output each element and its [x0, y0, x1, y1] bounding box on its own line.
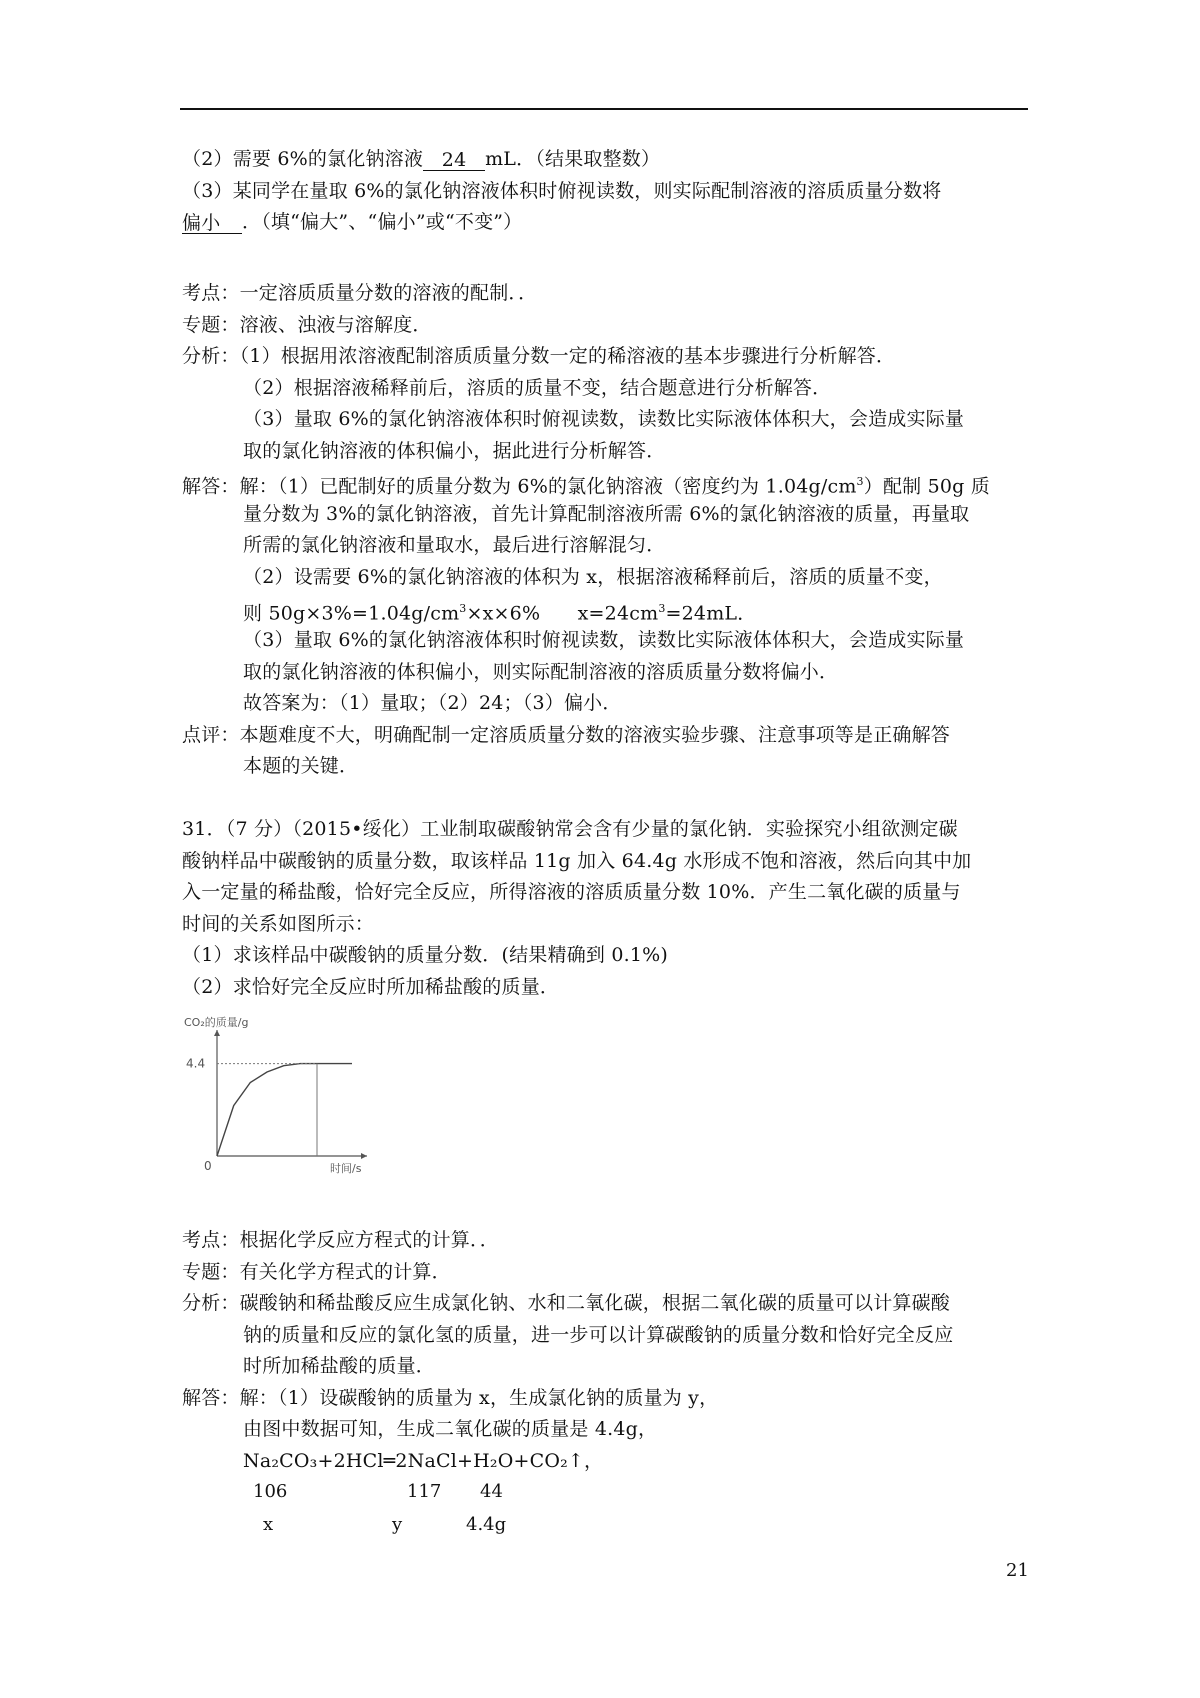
y-axis-label: CO₂的质量/g	[184, 1016, 249, 1029]
origin-label: 0	[204, 1159, 212, 1173]
q30-part2: （2）需要 6%的氯化钠溶液 24 mL．（结果取整数）	[182, 148, 661, 171]
q30-jieda-line7: 取的氯化钠溶液的体积偏小，则实际配制溶液的溶质质量分数将偏小．	[243, 661, 839, 683]
ratio-x: x	[263, 1514, 274, 1535]
q30-kaodian: 考点：一定溶质质量分数的溶液的配制．．	[182, 282, 538, 304]
y-tick-label: 4.4	[186, 1056, 206, 1071]
q31-zhuanti: 专题：有关化学方程式的计算．	[182, 1261, 451, 1283]
co2-mass-chart	[182, 1010, 402, 1185]
q31-stem-line4: 时间的关系如图所示：	[182, 913, 375, 935]
q30-jieda-line2: 量分数为 3%的氯化钠溶液，首先计算配制溶液所需 6%的氯化钠溶液的质量，再量取	[243, 503, 970, 525]
q30-dianping-line1: 点评：本题难度不大，明确配制一定溶质质量分数的溶液实验步骤、注意事项等是正确解答	[182, 724, 951, 746]
header-rule	[180, 108, 1028, 110]
y-axis-arrow	[214, 1030, 220, 1036]
q30-jieda-line3: 所需的氯化钠溶液和量取水，最后进行溶解混匀．	[243, 534, 666, 556]
q31-jieda-line2: 由图中数据可知，生成二氧化碳的质量是 4.4g，	[243, 1418, 658, 1440]
ratio-co2: 44	[480, 1481, 503, 1502]
q31-question2: （2）求恰好完全反应时所加稀盐酸的质量．	[182, 976, 560, 998]
q31-fenxi-line1: 分析：碳酸钠和稀盐酸反应生成氯化钠、水和二氧化碳，根据二氧化碳的质量可以计算碳酸	[182, 1292, 951, 1314]
q30-zhuanti: 专题：溶液、浊液与溶解度．	[182, 314, 432, 336]
page-number: 21	[1006, 1560, 1029, 1581]
q31-stem-line1: 31．（7 分）（2015•绥化）工业制取碳酸钠常会含有少量的氯化钠．实验探究小组欲测定碳	[182, 818, 958, 840]
q31-chemical-equation: Na₂CO₃+2HCl═2NaCl+H₂O+CO₂↑，	[243, 1450, 604, 1472]
q31-jieda-line1: 解答：解：（1）设碳酸钠的质量为 x，生成氯化钠的质量为 y，	[182, 1387, 719, 1409]
q30-jieda-line4: （2）设需要 6%的氯化钠溶液的体积为 x，根据溶液稀释前后，溶质的质量不变，	[243, 566, 943, 588]
q30-answer-summary: 故答案为：（1）量取；（2）24；（3）偏小．	[243, 692, 622, 714]
x-axis-label: 时间/s	[330, 1162, 362, 1175]
q30-dianping-line2: 本题的关键．	[243, 755, 359, 777]
q30-jieda-line1: 解答：解：（1）已配制好的质量分数为 6%的氯化钠溶液（密度约为 $1.04g/cm^3$）配制 50g 质	[182, 475, 990, 498]
q30-part3-answer: 偏小	[182, 211, 242, 234]
q30-part3-cont: 偏小 ．（填“偏大”、“偏小”或“不变”）	[182, 211, 523, 234]
q31-kaodian: 考点：根据化学反应方程式的计算．．	[182, 1229, 499, 1251]
q30-part3: （3）某同学在量取 6%的氯化钠溶液体积时俯视读数，则实际配制溶液的溶质质量分数将	[182, 180, 942, 202]
q31-fenxi-line2: 钠的质量和反应的氯化氢的质量，进一步可以计算碳酸钠的质量分数和恰好完全反应	[243, 1324, 954, 1346]
q30-fenxi-line3: （3）量取 6%的氯化钠溶液体积时俯视读数，读数比实际液体体积大，会造成实际量	[243, 408, 965, 430]
ratio-co2-mass: 4.4g	[466, 1514, 507, 1535]
q30-fenxi-line2: （2）根据溶液稀释前后，溶质的质量不变，结合题意进行分析解答．	[243, 377, 832, 399]
q31-stem-line2: 酸钠样品中碳酸钠的质量分数，取该样品 11g 加入 64.4g 水形成不饱和溶液，然后向其中加	[182, 850, 972, 872]
q31-question1: （1）求该样品中碳酸钠的质量分数．(结果精确到 0.1%)	[182, 944, 669, 966]
q30-part2-answer: 24	[423, 148, 485, 171]
ratio-y: y	[392, 1514, 403, 1535]
q30-fenxi-line4: 取的氯化钠溶液的体积偏小，据此进行分析解答．	[243, 440, 666, 462]
q30-jieda-line6: （3）量取 6%的氯化钠溶液体积时俯视读数，读数比实际液体体积大，会造成实际量	[243, 629, 965, 651]
q30-equation: 则 $50g\times 3\%=1.04g/cm^3\times x\times 6\%$ $x=24cm^3=24mL$．	[243, 602, 757, 625]
ratio-nacl: 117	[407, 1481, 442, 1502]
x-axis-arrow	[361, 1153, 367, 1159]
ratio-na2co3: 106	[253, 1481, 288, 1502]
co2-curve	[217, 1064, 352, 1156]
q30-fenxi-line1: 分析：（1）根据用浓溶液配制溶质质量分数一定的稀溶液的基本步骤进行分析解答．	[182, 345, 896, 367]
q31-stem-line3: 入一定量的稀盐酸，恰好完全反应，所得溶液的溶质质量分数 10%．产生二氧化碳的质量与	[182, 881, 961, 903]
q31-fenxi-line3: 时所加稀盐酸的质量．	[243, 1355, 436, 1377]
